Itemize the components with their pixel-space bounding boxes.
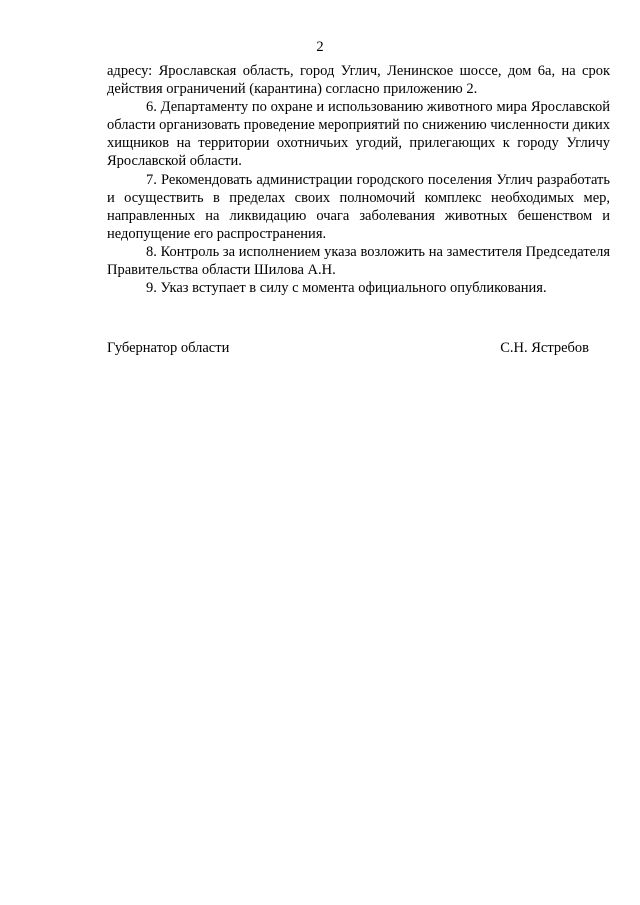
paragraph-item-6: 6. Департаменту по охране и использованию животного мира Ярославской области организовать проведение мероприятий по снижению численности диких хищников на территории охотничьих угодий, прилегающих к городу Угличу Ярославской области. (107, 99, 610, 170)
signatory-name: С.Н. Ястребов (500, 340, 589, 356)
paragraph-continuation: адресу: Ярославская область, город Углич, Ленинское шоссе, дом 6а, на срок действия ограничений (карантина) согласно приложению 2. (107, 63, 610, 98)
paragraph-item-7: 7. Рекомендовать администрации городского поселения Углич разработать и осуществить в пределах своих полномочий комплекс необходимых мер, направленных на ликвидацию очага заболевания животных бешенством и недопущение его распространения. (107, 171, 610, 242)
signatory-position: Губернатор области (107, 340, 230, 356)
paragraph-item-8: 8. Контроль за исполнением указа возложить на заместителя Председателя Правительства области Шилова А.Н. (107, 243, 610, 279)
document-body (107, 62, 610, 297)
page-number: 2 (316, 39, 324, 55)
signature-block (107, 339, 589, 357)
paragraph-item-9: 9. Указ вступает в силу с момента официального опубликования. (146, 280, 547, 297)
